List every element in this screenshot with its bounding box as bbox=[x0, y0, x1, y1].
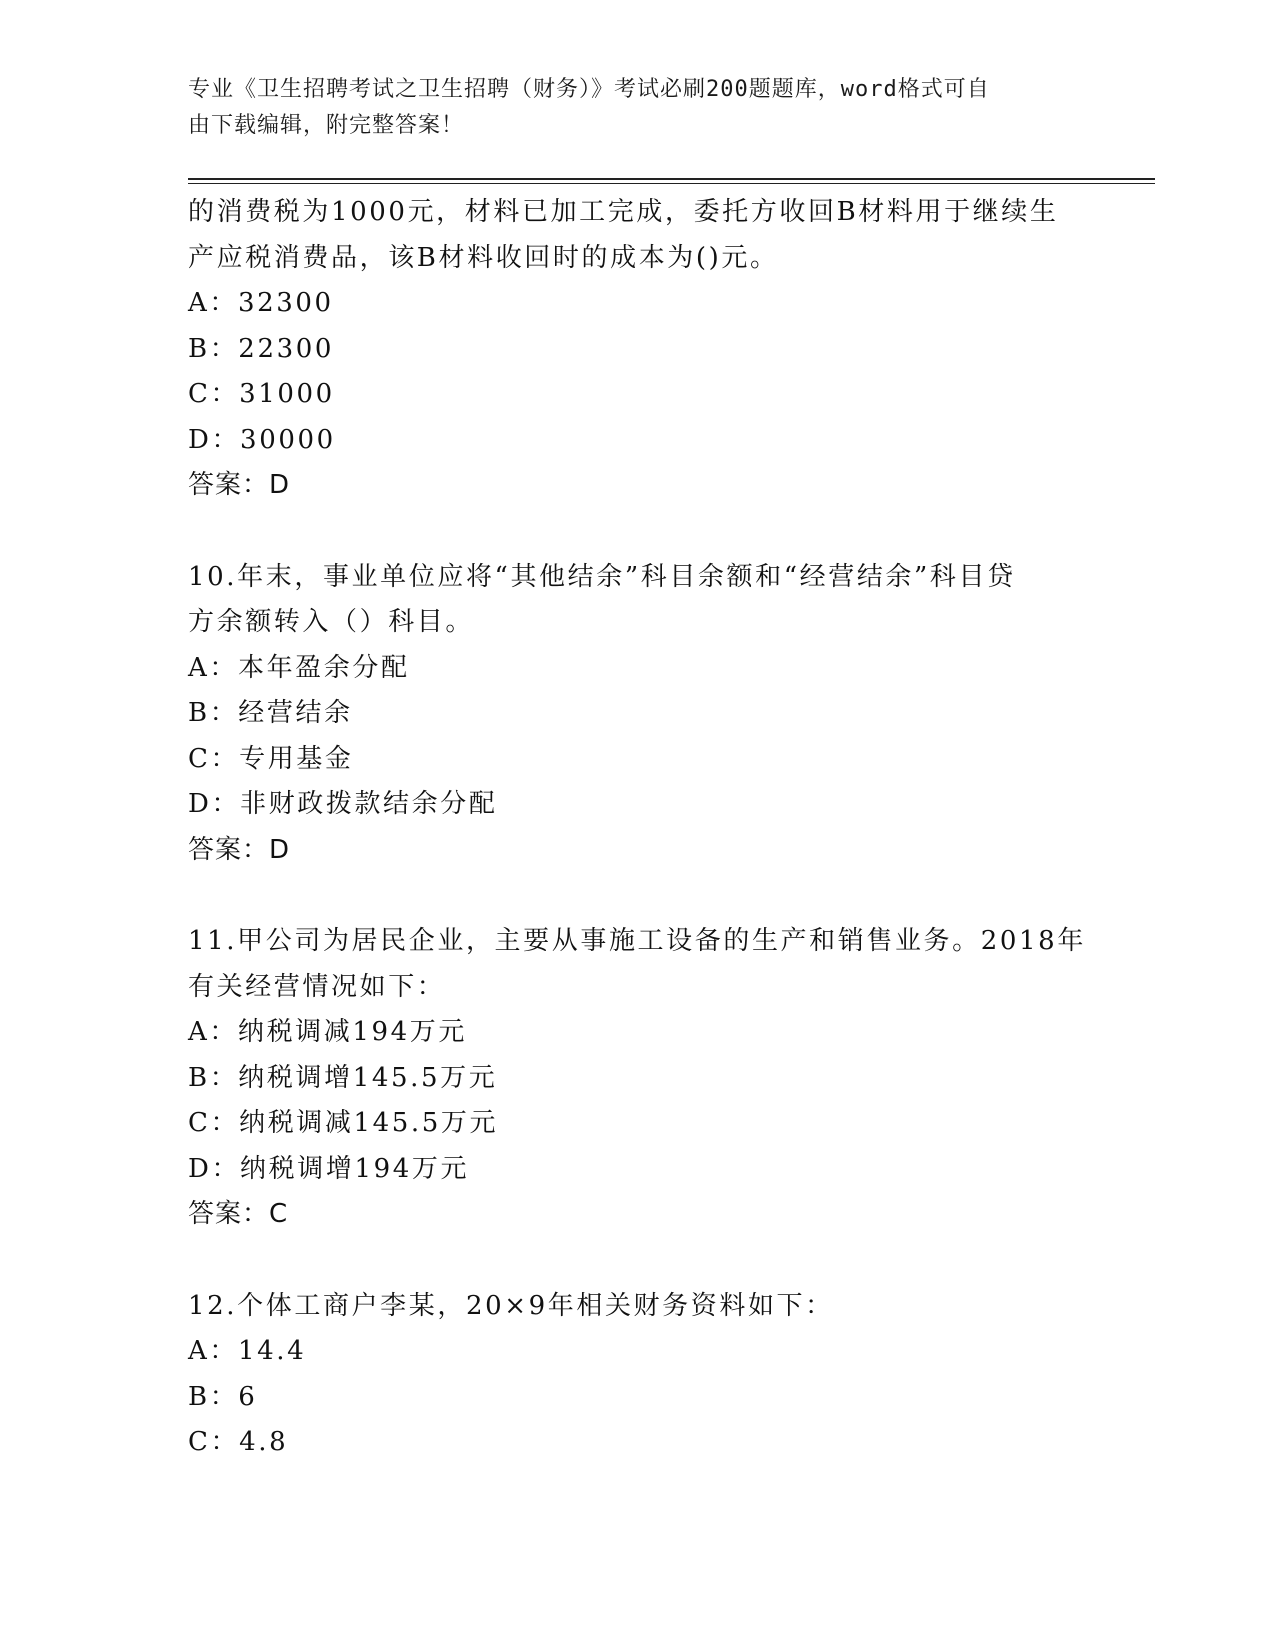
question-12 bbox=[188, 1284, 1088, 1466]
header-line-2: 由下载编辑，附完整答案！ bbox=[188, 113, 465, 138]
question-stem-line: 有关经营情况如下： bbox=[188, 971, 446, 1002]
header-line-1: 专业《卫生招聘考试之卫生招聘（财务）》考试必刷200题题库，word格式可自 bbox=[188, 77, 990, 102]
header-divider-thin bbox=[188, 183, 1155, 184]
option-c: C：纳税调减145.5万元 bbox=[188, 1108, 499, 1138]
option-c: C：专用基金 bbox=[188, 743, 354, 774]
question-stem-line: 11.甲公司为居民企业，主要从事施工设备的生产和销售业务。2018年 bbox=[188, 926, 1086, 956]
option-b: B：6 bbox=[188, 1381, 258, 1412]
answer-line: 答案：C bbox=[188, 1199, 289, 1229]
option-b: B：22300 bbox=[188, 333, 335, 364]
answer-line: 答案：D bbox=[188, 470, 291, 500]
option-c: C：4.8 bbox=[188, 1427, 289, 1457]
question-spacer bbox=[188, 1238, 1088, 1284]
option-b: B：经营结余 bbox=[188, 698, 353, 728]
question-9 bbox=[188, 190, 1088, 509]
option-d: D：30000 bbox=[188, 424, 336, 455]
document-body bbox=[188, 190, 1088, 1466]
question-stem-line: 10.年末，事业单位应将“其他结余”科目余额和“经营结余”科目贷 bbox=[188, 561, 1016, 592]
option-a: A：纳税调减194万元 bbox=[188, 1017, 468, 1047]
option-a: A：32300 bbox=[188, 288, 334, 318]
header-divider-thick bbox=[188, 178, 1155, 180]
question-11 bbox=[188, 919, 1088, 1238]
option-a: A：14.4 bbox=[188, 1336, 307, 1366]
document-header bbox=[188, 72, 1088, 144]
question-stem-line: 方余额转入（）科目。 bbox=[188, 607, 475, 637]
answer-line: 答案：D bbox=[188, 834, 291, 865]
question-10 bbox=[188, 555, 1088, 874]
option-c: C：31000 bbox=[188, 379, 335, 409]
option-d: D：纳税调增194万元 bbox=[188, 1153, 470, 1184]
question-stem-line: 12.个体工商户李某，20×9年相关财务资料如下： bbox=[188, 1290, 834, 1321]
question-stem-line: 的消费税为1000元，材料已加工完成，委托方收回B材料用于继续生 bbox=[188, 197, 1059, 227]
question-spacer bbox=[188, 509, 1088, 555]
question-stem-line: 产应税消费品，该B材料收回时的成本为()元。 bbox=[188, 242, 779, 273]
option-a: A：本年盈余分配 bbox=[188, 652, 410, 683]
option-b: B：纳税调增145.5万元 bbox=[188, 1062, 498, 1093]
question-spacer bbox=[188, 873, 1088, 919]
option-d: D：非财政拨款结余分配 bbox=[188, 789, 498, 819]
